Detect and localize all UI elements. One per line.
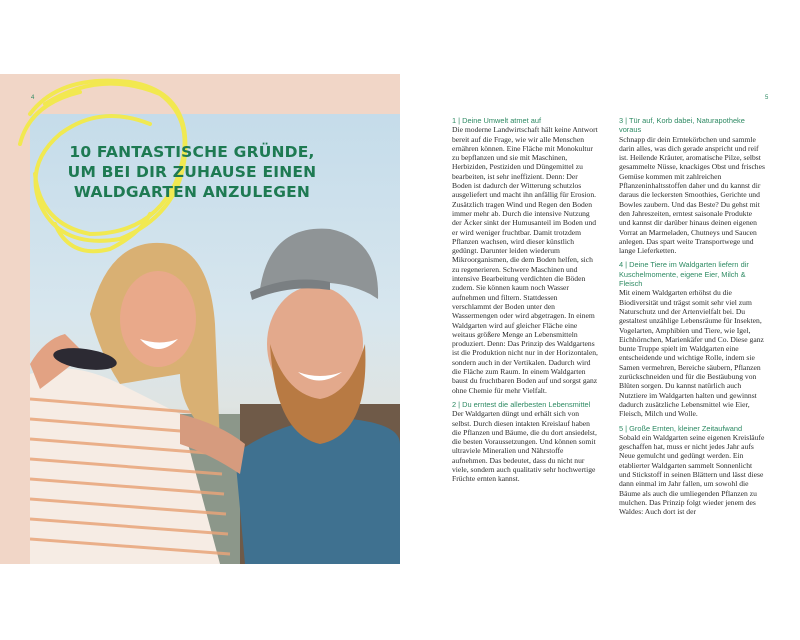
page-headline <box>62 142 322 202</box>
headline-line-2: UM BEI DIR ZUHAUSE EINEN <box>67 163 317 181</box>
section-body: Sobald ein Waldgarten seine eigenen Kreisläufe geschaffen hat, muss er nicht jedes Jahr aufs Neue gemulcht und gedüngt werden. Ein etablierter Waldgarten sammelt Sonnenlicht und Stickstoff in seinen Blättern und lässt diese dann einmal im Jahr fallen, um sowohl die Bäume als auch die umliegenden Pflanzen zu mulchen. Das Prinzip folgt wieder jenem des Waldes: Auch dort ist der <box>619 432 765 517</box>
page-number-right: 5 <box>765 95 769 101</box>
section-title: 4 | Deine Tiere im Waldgarten liefern dir Kuschelmomente, eigene Eier, Milch & Fleisch <box>619 260 749 289</box>
section-2 <box>452 400 598 484</box>
section-title: 2 | Du erntest die allerbesten Lebensmittel <box>452 399 591 409</box>
section-5 <box>619 424 765 517</box>
section-body: Die moderne Landwirtschaft hält keine Antwort bereit auf die Frage, wie wir alle Menschen ernähren können. Eine Fläche mit Monokultur zu bepflanzen und sie mit Maschinen, Herbiziden, Pestiziden und Düngemittel zu bearbeiten, ist sehr ineffizient. Denn: Der Boden ist dadurch der Witterung schutzlos ausgeliefert und macht ihn anfällig für Erosion. Zusätzlich tragen Wind und Regen den Boden immer mehr ab. Durch die intensive Nutzung der Äcker sinkt der Humusanteil im Boden und er wird weniger fruchtbar. Damit trotzdem Pflanzen wachsen, wird dieser künstlich gedüngt. Darunter leiden wiederum Mikroorganismen, die dem Boden helfen, sich zu regenerieren. Schwere Maschinen und intensive Bearbeitung verdichten die Böden zudem. Sie können kaum noch Wasser aufnehmen und filtern. Stattdessen verschlammt der Boden unter den Wassermengen oder wird abgetragen. In einem Waldgarten wird auf gleicher Fläche eine weitaus größere Menge an Lebensmitteln produziert. Denn: Das Prinzip des Waldgartens ist die Produktion nicht nur in der Horizontalen, sondern auch in der Vertikalen. Dadurch wird die Fläche zum Raum. In einem Waldgarten baust du fruchtbaren Boden auf und sorgst ganz ohne Chemie für mehr Vielfalt. <box>452 125 598 395</box>
right-page <box>400 74 800 564</box>
section-3 <box>619 116 765 255</box>
section-title: 3 | Tür auf, Korb dabei, Naturapotheke voraus <box>619 116 745 135</box>
headline-line-3: WALDGARTEN ANZULEGEN <box>73 183 311 201</box>
section-body: Der Waldgarten düngt und erhält sich von selbst. Durch diesen intakten Kreislauf haben die Pflanzen und Bäume, die du dort ansiedelst, die besten Voraussetzungen. Und können somit ultraviele Mineralien und Nährstoffe aufnehmen. Das bedeutet, dass du nicht nur viele, sondern auch qualitativ sehr hochwertige Früchte ernten kannst. <box>452 409 597 484</box>
section-1 <box>452 116 598 395</box>
yellow-scribble <box>0 74 400 334</box>
left-page <box>0 74 400 564</box>
section-body: Mit einem Waldgarten erhöhst du die Biodiversität und trägst somit sehr viel zum Naturschutz und der Artenvielfalt bei. Du gestaltest unzählige Lebensräume für Insekten, Vogelarten, Amphibien und Tiere, wie Igel, Eichhörnchen, Marienkäfer und Co. Diese ganz bunte Truppe spielt im Waldgarten eine entscheidende und wichtige Rolle, indem sie Samen vermehren, Bereiche säubern, Pflanzen zurückschneiden und für die Bestäubung von Blüten sorgen. Du kannst natürlich auch Nutztiere im Waldgarten halten und gewinnst dadurch zusätzliche Lebensmittel wie Eier, Fleisch, Milch und Wolle. <box>619 288 764 419</box>
section-body: Schnapp dir dein Erntekörbchen und sammle darin alles, was dich gerade anspricht und reif ist. Heilende Kräuter, aromatische Pilze, selbst gesammelte Nüsse, knackiges Obst und frisches Gemüse kommen mit zahlreichen Pflanzeninhaltsstoffen daher und du kannst dir daraus die leckersten Smoothies, Gerichte und Bowles zaubern. Und das Beste? Du gehst mit den Jahreszeiten, erntest saisonale Produkte und kannst dir darüber hinaus deinen eigenen Vorrat an Marmeladen, Chutneys und Saucen anlegen. Das spart weite Transportwege und lange Lieferketten. <box>619 134 765 256</box>
book-spread <box>0 74 800 564</box>
section-title: 5 | Große Ernten, kleiner Zeitaufwand <box>619 423 743 433</box>
text-column-left <box>452 116 598 489</box>
headline-line-1: 10 FANTASTISCHE GRÜNDE, <box>69 143 315 161</box>
page-number-left: 4 <box>31 95 35 101</box>
section-title: 1 | Deine Umwelt atmet auf <box>452 116 542 125</box>
text-column-right <box>619 116 765 521</box>
section-4 <box>619 260 765 418</box>
